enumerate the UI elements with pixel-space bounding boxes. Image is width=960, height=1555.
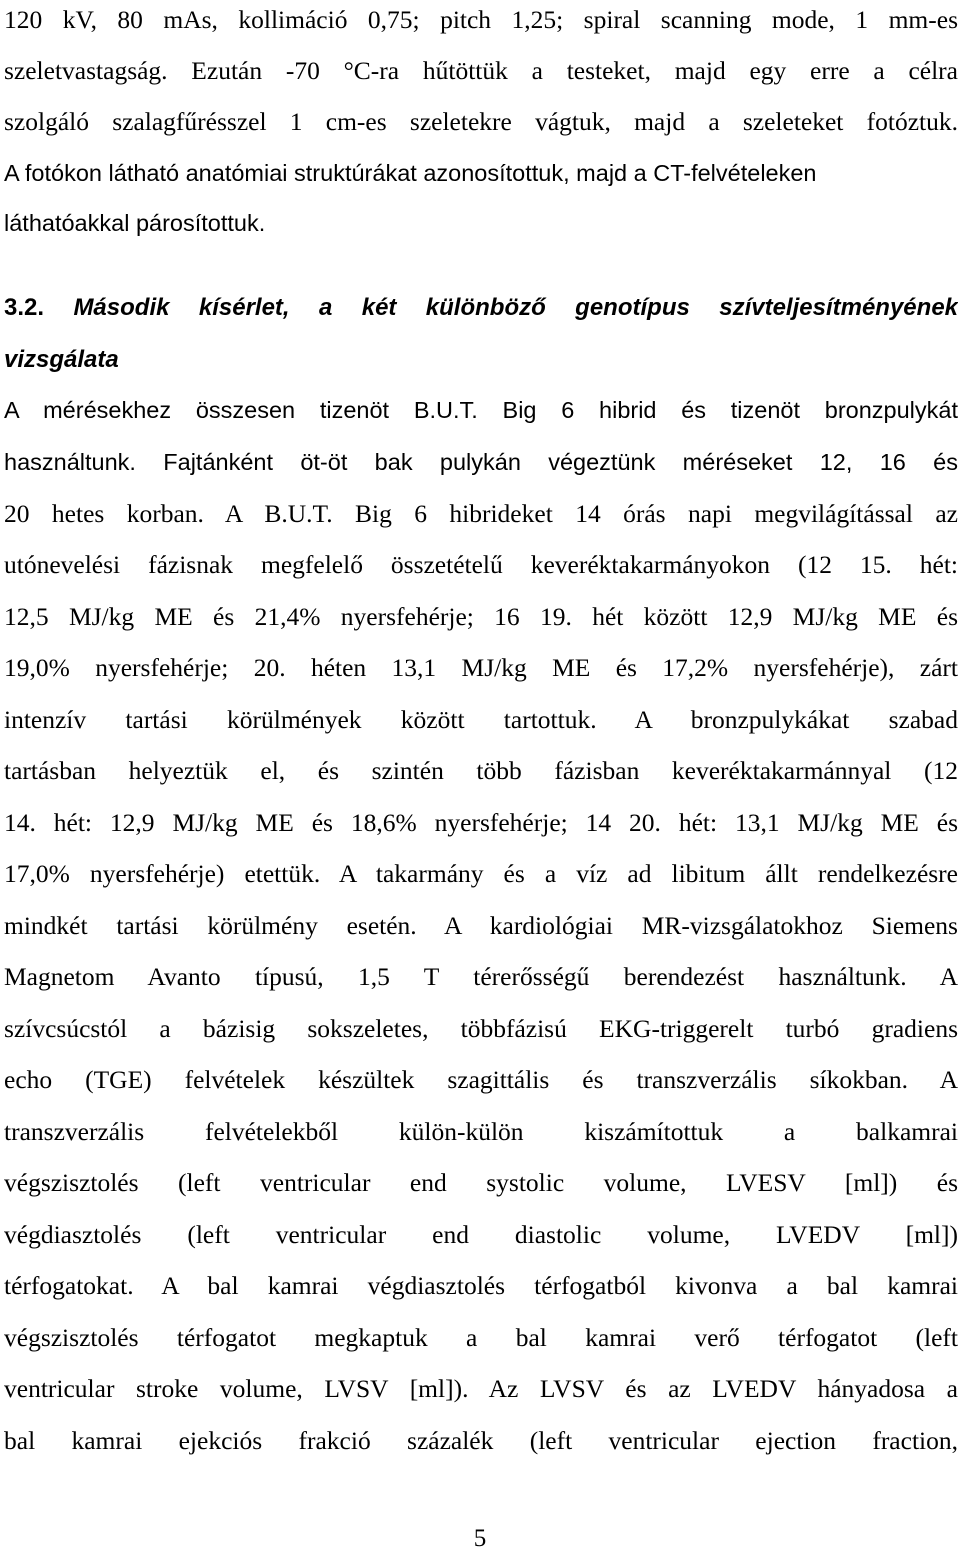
section-heading-line <box>4 288 958 328</box>
text-line: Magnetom Avanto típusú, 1,5 T térerősségű berendezést használtunk. A <box>4 962 958 991</box>
text-line: transzverzális felvételekből külön-külön kiszámítottuk a balkamrai <box>4 1117 958 1146</box>
section-title-part-1: Második kísérlet, a két különböző genotípus szívteljesítményének <box>73 294 958 321</box>
text-line: intenzív tartási körülmények között tartottuk. A bronzpulykákat szabad <box>4 705 958 734</box>
text-line: szolgáló szalagfűrésszel 1 cm-es szeletekre vágtuk, majd a szeleteket fotóztuk. <box>4 107 958 136</box>
text-line: A mérésekhez összesen tizenöt B.U.T. Big 6 hibrid és tizenöt bronzpulykát <box>4 397 958 423</box>
text-line: 120 kV, 80 mAs, kollimáció 0,75; pitch 1,25; spiral scanning mode, 1 mm-es <box>4 5 958 34</box>
text-line: ventricular stroke volume, LVSV [ml]). Az LVSV és az LVEDV hányadosa a <box>4 1374 958 1403</box>
text-line: echo (TGE) felvételek készültek szagittális és transzverzális síkokban. A <box>4 1065 958 1094</box>
text-line: mindkét tartási körülmény esetén. A kardiológiai MR-vizsgálatokhoz Siemens <box>4 911 958 940</box>
text-line: végdiasztolés (left ventricular end diastolic volume, LVEDV [ml]) <box>4 1220 958 1249</box>
text-line: láthatóakkal párosítottuk. <box>4 210 266 236</box>
text-line: használtunk. Fajtánként öt-öt bak pulykán végeztünk méréseket 12, 16 és <box>4 449 958 475</box>
text-line: 14. hét: 12,9 MJ/kg ME és 18,6% nyersfehérje; 14 20. hét: 13,1 MJ/kg ME és <box>4 808 958 837</box>
text-line: tartásban helyeztük el, és szintén több fázisban keveréktakarmánnyal (12 <box>4 756 958 785</box>
text-line: A fotókon látható anatómiai struktúrákat azonosítottuk, majd a CT-felvételeken <box>4 160 817 186</box>
text-line: szívcsúcstól a bázisig sokszeletes, többfázisú EKG-triggerelt turbó gradiens <box>4 1014 958 1043</box>
section-number: 3.2. <box>4 294 45 321</box>
text-line: 17,0% nyersfehérje) etettük. A takarmány és a víz ad libitum állt rendelkezésre <box>4 859 958 888</box>
text-line: végszisztolés térfogatot megkaptuk a bal kamrai verő térfogatot (left <box>4 1323 958 1352</box>
text-line: szeletvastagság. Ezután -70 °C-ra hűtöttük a testeket, majd egy erre a célra <box>4 56 958 85</box>
text-line: 20 hetes korban. A B.U.T. Big 6 hibrideket 14 órás napi megvilágítással az <box>4 499 958 528</box>
section-title-part-2: vizsgálata <box>4 346 119 373</box>
text-line: térfogatokat. A bal kamrai végdiasztolés térfogatból kivonva a bal kamrai <box>4 1271 958 1300</box>
text-line: végszisztolés (left ventricular end systolic volume, LVESV [ml]) és <box>4 1168 958 1197</box>
text-line: bal kamrai ejekciós frakció százalék (left ventricular ejection fraction, <box>4 1426 958 1455</box>
text-line: utónevelési fázisnak megfelelő összetételű keveréktakarmányokon (12 15. hét: <box>4 550 958 579</box>
page-number: 5 <box>473 1525 487 1552</box>
text-line: 12,5 MJ/kg ME és 21,4% nyersfehérje; 16 19. hét között 12,9 MJ/kg ME és <box>4 602 958 631</box>
text-line: 19,0% nyersfehérje; 20. héten 13,1 MJ/kg ME és 17,2% nyersfehérje), zárt <box>4 653 958 682</box>
